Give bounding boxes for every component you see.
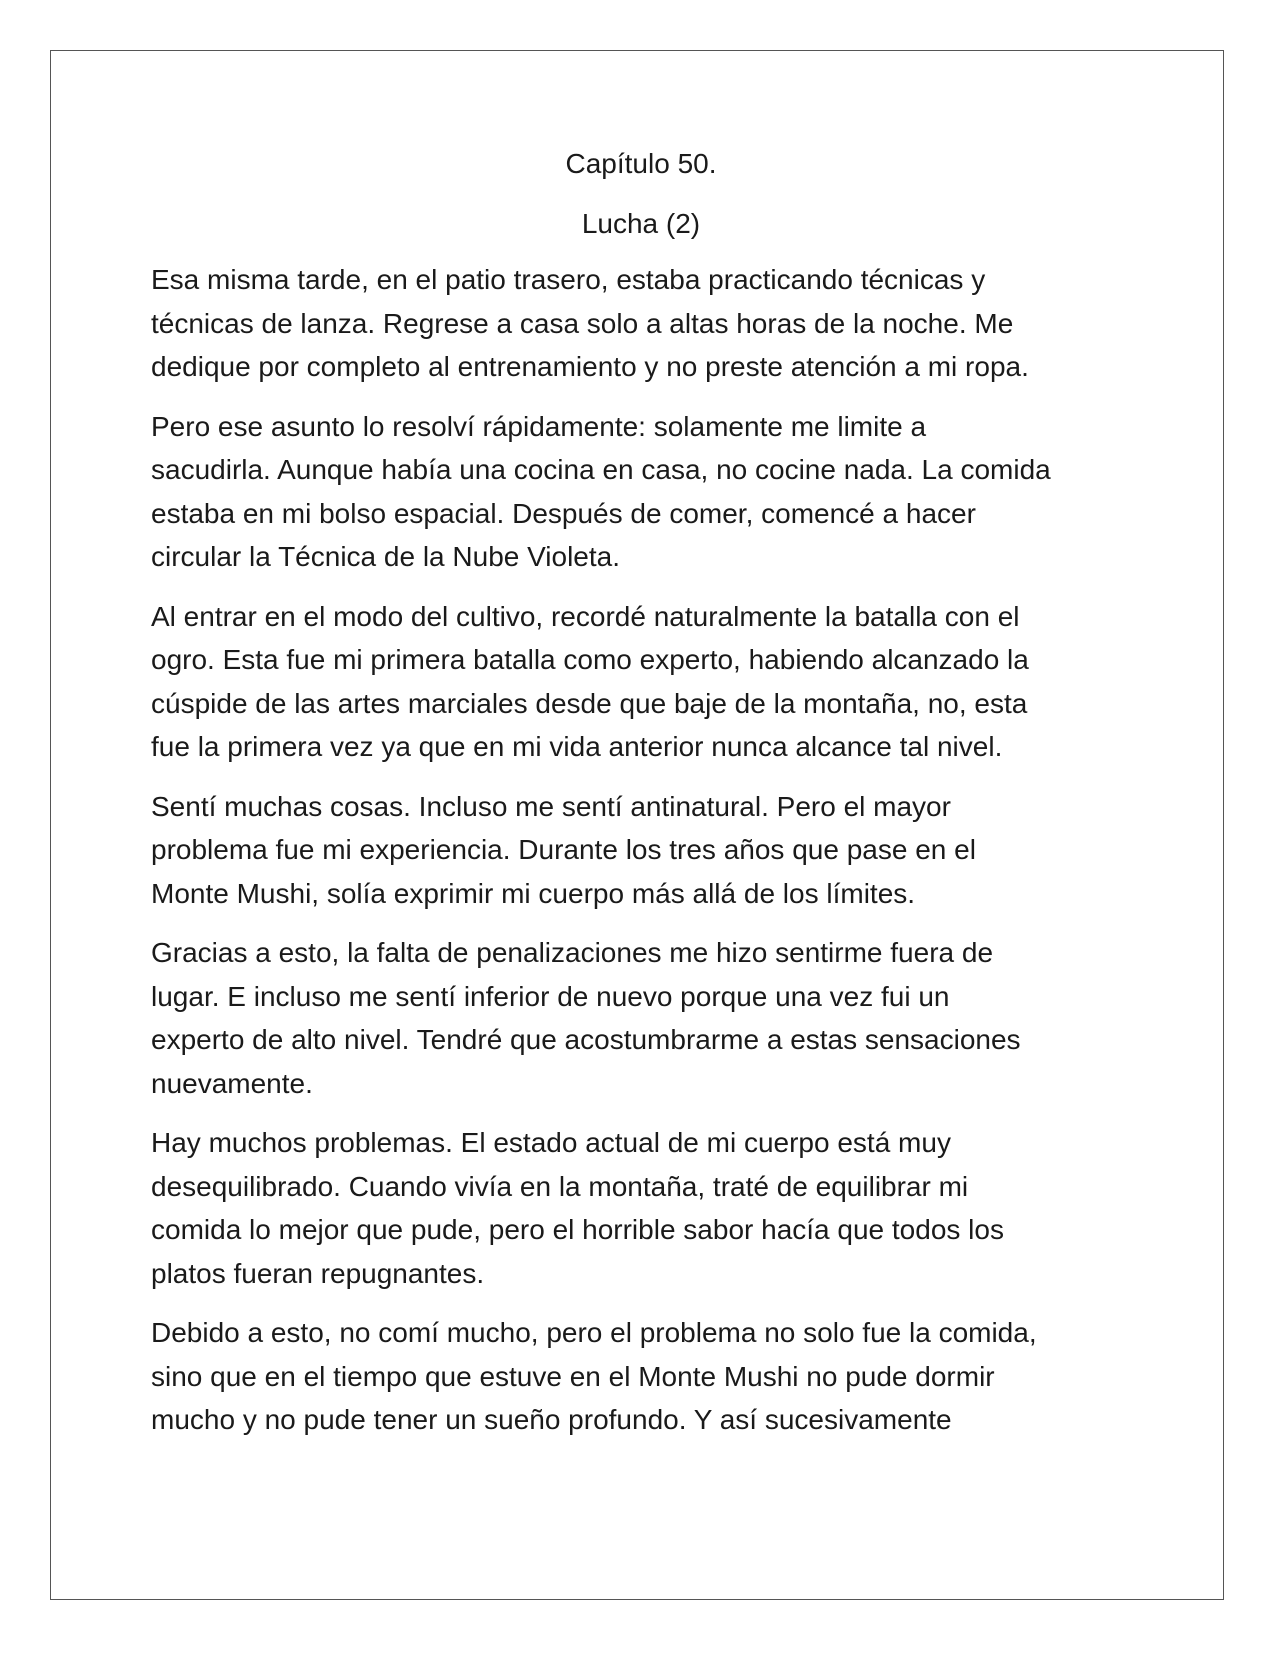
paragraph-line: lugar. E incluso me sentí inferior de nuevo porque una vez fui un	[151, 980, 950, 1012]
paragraph-line: mucho y no pude tener un sueño profundo. Y así sucesivamente	[151, 1404, 952, 1435]
paragraph	[151, 1311, 1131, 1442]
paragraph	[151, 405, 1131, 579]
document-body	[151, 142, 1131, 1458]
paragraph-line: Pero ese asunto lo resolví rápidamente: solamente me limite a	[151, 410, 927, 442]
paragraph-line: Esa misma tarde, en el patio trasero, estaba practicando técnicas y	[151, 264, 986, 295]
paragraph	[151, 258, 1131, 389]
paragraph-line: sino que en el tiempo que estuve en el Monte Mushi no pude dormir	[151, 1360, 995, 1392]
paragraph-line: fue la primera vez ya que en mi vida anterior nunca alcance tal nivel.	[151, 731, 1003, 762]
paragraph-line: Debido a esto, no comí mucho, pero el problema no solo fue la comida,	[151, 1317, 1037, 1348]
paragraph	[151, 931, 1131, 1105]
paragraph-line: Monte Mushi, solía exprimir mi cuerpo más allá de los límites.	[151, 877, 916, 909]
paragraph-line: platos fueran repugnantes.	[151, 1257, 485, 1289]
paragraph-line: Hay muchos problemas. El estado actual de mi cuerpo está muy	[151, 1127, 951, 1158]
paragraph-line: problema fue mi experiencia. Durante los tres años que pase en el	[151, 834, 976, 865]
paragraph-line: ogro. Esta fue mi primera batalla como experto, habiendo alcanzado la	[151, 644, 1029, 675]
paragraph	[151, 785, 1131, 916]
paragraph	[151, 1121, 1131, 1295]
paragraph-line: cúspide de las artes marciales desde que baje de la montaña, no, esta	[151, 687, 1028, 719]
paragraph-line: Gracias a esto, la falta de penalizaciones me hizo sentirme fuera de	[151, 937, 994, 968]
paragraph-line: técnicas de lanza. Regrese a casa solo a altas horas de la noche. Me	[151, 307, 1014, 339]
paragraph-list	[151, 258, 1131, 1442]
paragraph-line: Al entrar en el modo del cultivo, recordé naturalmente la batalla con el	[151, 600, 1020, 632]
paragraph-line: circular la Técnica de la Nube Violeta.	[151, 541, 620, 572]
chapter-subtitle: Lucha (2)	[581, 208, 701, 239]
paragraph-line: comida lo mejor que pude, pero el horrible sabor hacía que todos los	[151, 1214, 1004, 1245]
paragraph-line: Sentí muchas cosas. Incluso me sentí antinatural. Pero el mayor	[151, 790, 951, 822]
paragraph-line: dedique por completo al entrenamiento y no preste atención a mi ropa.	[151, 351, 1029, 382]
paragraph-line: experto de alto nivel. Tendré que acostumbrarme a estas sensaciones	[151, 1024, 1021, 1055]
chapter-title: Capítulo 50.	[565, 148, 717, 179]
paragraph-line: nuevamente.	[151, 1067, 313, 1099]
paragraph	[151, 595, 1131, 769]
paragraph-line: estaba en mi bolso espacial. Después de comer, comencé a hacer	[151, 497, 976, 529]
paragraph-line: sacudirla. Aunque había una cocina en casa, no cocine nada. La comida	[151, 454, 1051, 485]
paragraph-line: desequilibrado. Cuando vivía en la montaña, traté de equilibrar mi	[151, 1170, 969, 1202]
